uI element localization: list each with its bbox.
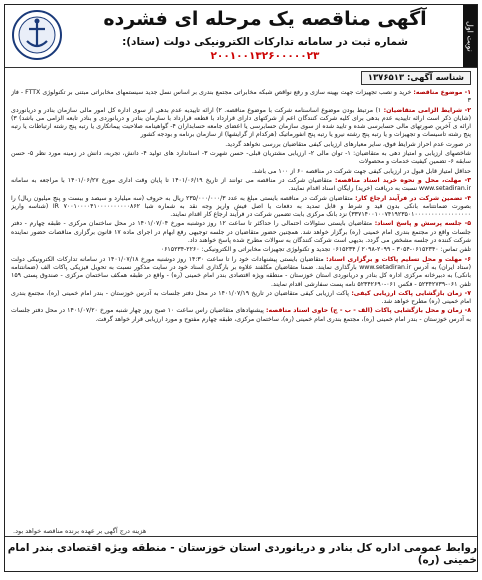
registration-number: ۲۰۰۱۰۰۱۳۲۶۰۰۰۰۰۲۳ bbox=[210, 50, 320, 62]
registration-label: شماره ثبت در سامانه تدارکات الکترونیکی دولت (ستاد): bbox=[122, 36, 408, 48]
public-relations-footer: روابط عمومی اداره کل بنادر و دریانوردی استان خوزستان - منطقه ویژه اقتصادی بندر امام خمینی (ره) bbox=[5, 536, 477, 571]
ad-title: آگهی مناقصه یک مرحله ای فشرده bbox=[103, 8, 427, 30]
section-6: ۶- مهلت و محل تسلیم پاکات و برگزاری اسناد: متقاضیان بایستی پیشنهادات خود را تا ساعت ۱۴:۳۰ روز دوشنبه مورخ ۱۴۰۱/۰۷/۱۸ در سامانه تدارکات الکترونیکی دولت (ستاد ایران) به آدرس www.setadiran.ir بارگذاری نمایند. ضمنا متقاضیان مکلفند علاوه بر بارگذاری اسناد خود در سایت مذکور نسبت به تحویل فیزیکی پاکات الف (ضمانتنامه بانکی) به دبیرخانه مرکزی اداره کل بنادر و دریانوردی استان خوزستان - منطقه ویژه اقتصادی بندر امام خمینی (ره) - واقع در طبقه همکف ساختمان مرکزی - صندوق پستی ۱۵۹ تلفن ۰۶۱-۵۲۳۴۲۷۳۹ - فکس ۰۶۱-۵۲۳۴۲۶۹۰ نامه پست سفارشی اقدام نمایند. bbox=[11, 255, 471, 288]
ad-header bbox=[5, 5, 477, 68]
min-score: حداقل امتیاز قابل قبول در ارزیابی کیفی جهت شرکت در مناقصه ۶۰ از ۱۰۰ می باشد. bbox=[251, 167, 471, 175]
section-2-note: در صورت عدم احراز شرایط فوق، سایر معیارهای ارزیابی کیفی متقاضیان بررسی نخواهد گردید. bbox=[225, 140, 471, 148]
section-1: ۱- موضوع مناقصه: خرید و نصب تجهیزات جهت بهینه سازی و رفع نواقص شبکه مخابراتی مجتمع بندری بر اساس نسل جدید سیستمهای مخابراتی مبتنی بر تکنولوژی FTTX - فاز ۳ bbox=[11, 89, 471, 105]
ad-cost-note: هزینه درج آگهی بر عهده برنده مناقصه خواهد بود. bbox=[13, 527, 147, 535]
setad-registration bbox=[75, 35, 455, 63]
contact-phones: تلفن تماس: ۰۶۱۵۲۳۴۰-۳۰۵۴ - ۲۰۹۹-۲۰۹۸ / ۰۶۱۵۲۳۴ تجدید و تکنولوژی تجهیزات مخابراتی و الکترونیکی: ۲۲۶۰-۰۶۱۵۲۳۴ bbox=[160, 246, 471, 254]
section-7: ۷- زمان بازگشایی پاکت ارزیابی کیفی: پاکت ارزیابی کیفی متقاضیان در تاریخ ۱۴۰۱/۰۷/۱۹ در محل دفتر جلسات به آدرس خوزستان - بندر امام خمینی (ره)، مجتمع بندری امام خمینی (ره) مطرح خواهد شد. bbox=[11, 289, 471, 306]
section-8: ۸- زمان و محل بازگشایی پاکات (الف - ب - ج) حاوی اسناد مناقصه: پیشنهادهای متقاضیان راس ساعت ۱۰ صبح روز چهار شنبه مورخ ۱۴۰۱/۰۷/۲۰ در محل دفتر جلسات به آدرس خوزستان - بندر امام خمینی (ره)، مجتمع بندری امام خمینی (ره)، ساختمان مرکزی، طبقه چهارم مفتوح و مورد ارزیابی قرار خواهد گرفت. bbox=[11, 307, 471, 323]
first-notice-label: نوبت اول bbox=[463, 5, 477, 67]
evaluation-criteria: شاخصهای ارزیابی و امتیاز دهی به متقاضیان: ۱- توان مالی ۲- ارزیابی مشتریان قبلی- حسن شهرت ۳- استاندارد های تولید ۴- دانش، تجربه، دانش در زمینه مورد نظر ۵- حسن سابقه ۶- تضمین کیفیت خدمات و محصولات bbox=[11, 150, 471, 166]
section-3: ۳- مهلت، محل و نحوه خرید اسناد مناقصه: متقاضیان شرکت در مناقصه می توانند از تاریخ ۱۴۰۱/۰۶/۱۹ تا پایان وقت اداری مورخ ۱۴۰۱/۰۶/۲۷ با مراجعه به سامانه www.setadiran.ir نسبت به دریافت (خرید) رایگان اسناد اقدام نمایند. bbox=[11, 176, 471, 193]
section-5: ۵- جلسه پرسش و پاسخ اسناد: متقاضیان بایستی سئوالات احتمالی را حداکثر تا ساعت ۱۲ روز دوشنبه مورخ ۱۴۰۱/۰۷/۰۴ در محل ساختمان مرکزی - طبقه چهارم - دفتر جلسات واقع در مجتمع بندری امام خمینی (ره) برگزار خواهد شد. همچنین حضور متقاضیان در جلسه توجیهی رفع ابهام در اجرای ماده ۱۷ قانون برگزاری مناقصات حضور نماینده شرکت کننده در جلسه مشخص می گردد. بدیهی است شرکت کنندگان به سوالات مطرح شده پاسخ خواهند داد. bbox=[11, 220, 471, 245]
section-4: ۴- تضمین شرکت در فرآیند ارجاع کار: متقاضیان شرکت در مناقصه بایستی مبلغ به عدد ۲۳۵/۰۰۰/۰۰۰/۳ ریال به حروف (سه میلیارد و سیصد و بیست و پنج میلیون ریال) را بصورت ضمانتنامه بانکی بدون قید و شرط و قابل تمدید به دفعات یا اصل فیش واریز وجه نقد به شماره شبا IR ۷۰۰۱۰۰۰۰۴۱۰۰۰۰۰۰۰۰۰۰۸۶۲ (شناسه واریز ۳۳۷۱۴۰۰۱۰۰۷۴۱۹۲۳۵۰۱۰۰۰۰۰۰۰۰۰۰۰۰۰۰۰۰۰) نزد بانک مرکزی بابت تضمین شرکت در فرآیند ارجاع کار اقدام نمایند. bbox=[11, 194, 471, 219]
tender-ad-page bbox=[4, 4, 478, 572]
ad-body bbox=[11, 89, 471, 531]
ports-organization-logo-icon bbox=[11, 9, 63, 61]
section-2: ۲- شرایط الزامی متقاضیان: ۱) مرتبط بودن موضوع اساسنامه شرکت با موضوع مناقصه. ۲) ارائه تاییدیه عدم بدهی از سوی اداره کل امور مالی سازمان بنادر و دریانوردی (شایان ذکر است ارائه تاییدیه عدم بدهی برای کلیه شرکت کنندگان اعم از شرکتهای دارای قرارداد با قطعه قرارداد با سازمان بنادر و دریانوردی و بنادر تابعه الزامی می باشد) ۳) ارائه ی آخرین صورتهای مالی حسابرسی شده و تایید شده از سوی سازمان حسابرسی یا اعضای جامعه حسابداران ۴- گواهینامه صلاحیت پیمانکاری یا رتبه پنج رشته ارتباطات یا رتبه پنج رشته تاسیسات و تجهیزات و یا رتبه پنج رشته نیرو یا رتبه پنج انفورماتیک (هرکدام از گرایشها) از سازمان برنامه و بودجه کشور bbox=[11, 106, 471, 139]
ad-id-badge: شناسه آگهی: ۱۳۷۶۵۱۳ bbox=[361, 71, 471, 85]
